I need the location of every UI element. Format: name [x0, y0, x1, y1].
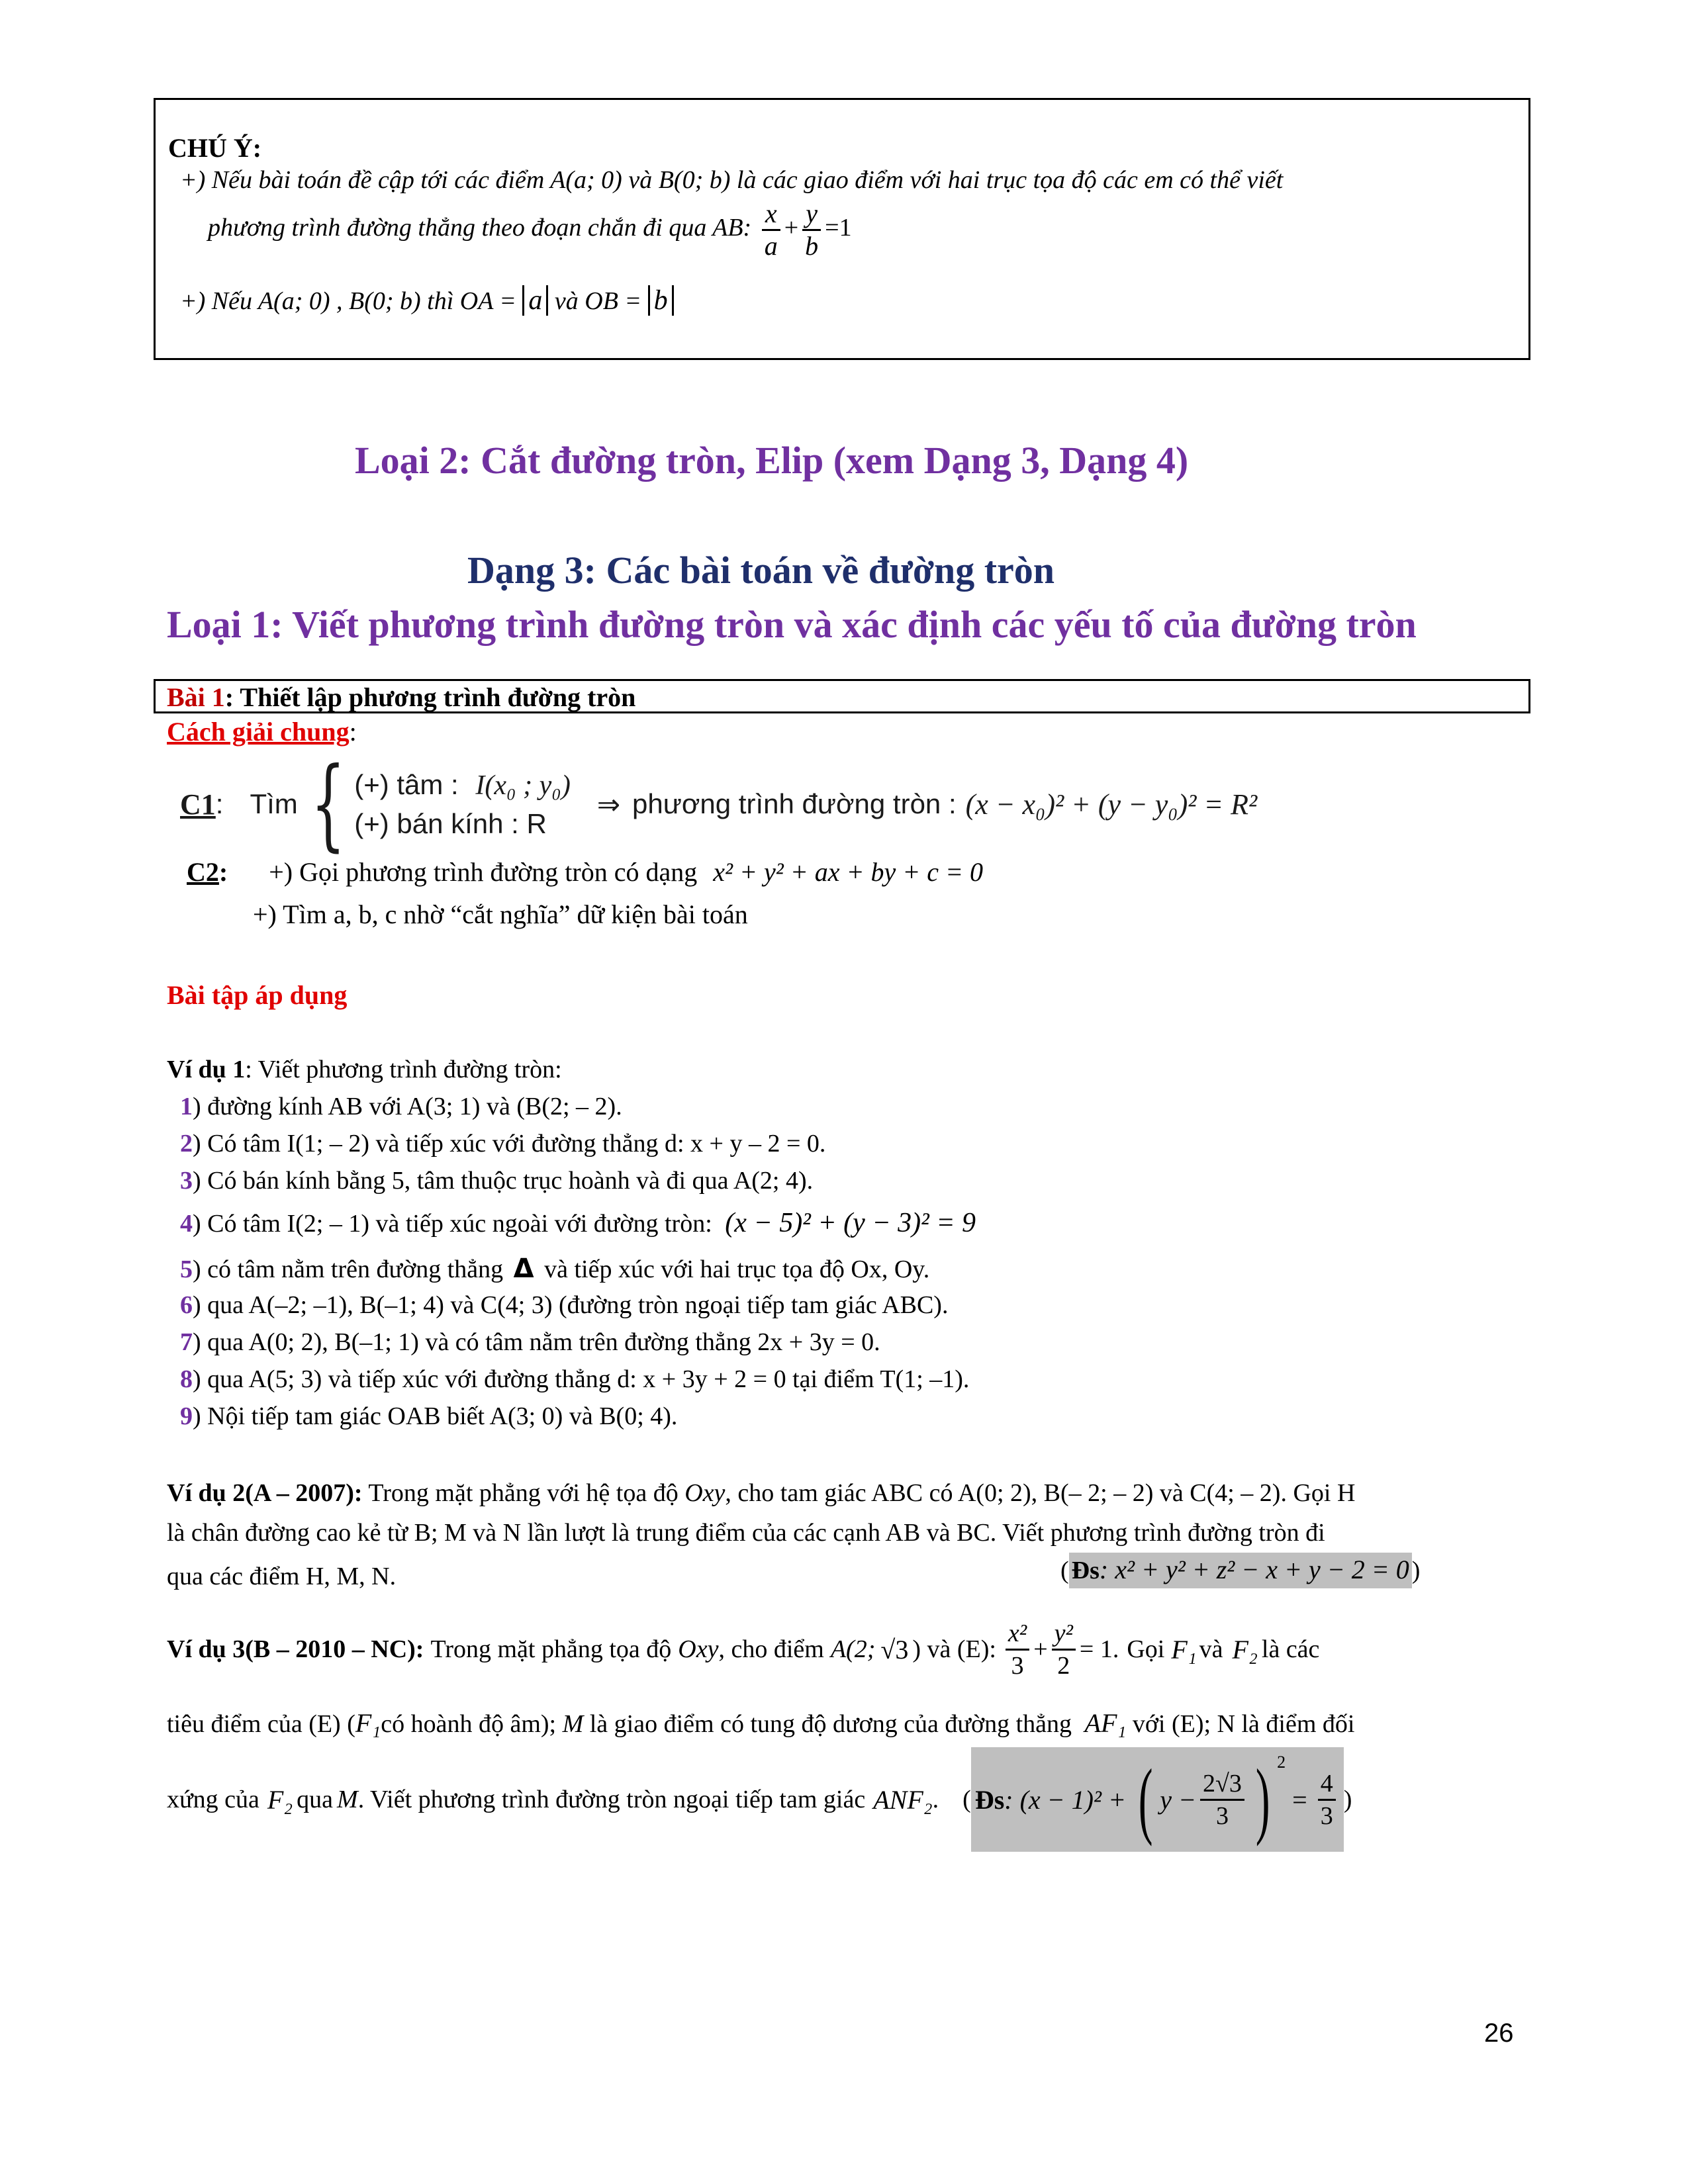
vd2-line-3: qua các điểm H, M, N. — [167, 1563, 397, 1590]
note-line-1: +) Nếu bài toán đề cập tới các điểm A(a; 0) và B(0; b) là các giao điểm với hai trục tọa độ các em có thể viết — [180, 166, 1284, 194]
intercept-fraction-y — [802, 199, 821, 261]
abs-a: a — [522, 285, 548, 316]
item-text: ) có tâm nằm trên đường thẳng — [193, 1255, 504, 1283]
vd2-oxy: Oxy — [684, 1479, 726, 1507]
abs-b: b — [648, 285, 674, 316]
vd1-item-6 — [180, 1291, 948, 1320]
delta-symbol: Δ — [513, 1253, 534, 1284]
c2-row — [187, 856, 983, 887]
c1-bk: (+) bán kính : R — [354, 807, 547, 839]
item-text: ) qua A(–2; –1), B(–1; 4) và C(4; 3) (đường tròn ngoại tiếp tam giác ABC). — [193, 1291, 949, 1319]
vd1-item-2 — [180, 1129, 825, 1158]
item-text: ) qua A(5; 3) và tiếp xúc với đường thẳng d: x + 3y + 2 = 0 tại điểm T(1; –1). — [193, 1365, 970, 1393]
vd3-l2-f1: F₁ — [355, 1708, 381, 1738]
vd3-l3-anf2: ANF₂ — [873, 1784, 933, 1815]
ellipse-num-y: y² — [1052, 1618, 1076, 1651]
bai1-title — [167, 682, 635, 713]
ellipse-den-2: 2 — [1057, 1651, 1070, 1680]
vd3-l3-a: xứng của — [167, 1786, 259, 1813]
item-number: 8 — [180, 1365, 193, 1393]
vd1-item-5 — [180, 1253, 929, 1284]
vd2-text-b: , cho tam giác ABC có A(0; 2), B(– 2; – 2) và C(4; – 2). Gọi H — [725, 1479, 1356, 1507]
note-title: CHÚ Ý: — [168, 133, 262, 163]
ellipse-num-x: x² — [1006, 1618, 1029, 1651]
vd3-ans-frac-den: 3 — [1215, 1801, 1229, 1830]
vd3-text-e: là các — [1261, 1635, 1320, 1663]
item-text: ) Có tâm I(1; – 2) và tiếp xúc với đường thẳng d: x + y – 2 = 0. — [193, 1130, 826, 1158]
c1-row — [180, 747, 1258, 862]
c1-tim: Tìm — [250, 788, 298, 819]
ellipse-frac-x — [1006, 1618, 1029, 1681]
vd3-l2-a: tiêu điểm của (E) ( — [167, 1710, 355, 1738]
sqrt3: √3 — [880, 1634, 909, 1664]
vd3-l3-d: . — [932, 1786, 939, 1813]
vd3-l2-c: là giao điểm có tung độ dương của đường thẳng — [589, 1710, 1072, 1738]
item-number: 4 — [180, 1210, 193, 1238]
vd3-line-3 — [167, 1752, 1352, 1847]
item-number: 7 — [180, 1328, 193, 1356]
vd2-answer — [1060, 1554, 1420, 1585]
vd3-text-d: Gọi — [1127, 1635, 1165, 1663]
item-tail: và tiếp xúc với hai trục tọa độ Ox, Oy. — [544, 1255, 930, 1283]
item-number: 6 — [180, 1291, 193, 1319]
vd2-label: Ví dụ 2(A – 2007): — [167, 1479, 363, 1507]
vd3-ans-frac-num: 2√3 — [1200, 1768, 1244, 1801]
c1-cases — [354, 766, 571, 843]
vd1-item-3 — [180, 1166, 813, 1195]
item-number: 5 — [180, 1255, 193, 1283]
item-number: 9 — [180, 1402, 193, 1430]
vd3-l3-c: . Viết phương trình đường tròn ngoại tiếp tam giác — [357, 1786, 866, 1813]
vd1-text: : Viết phương trình đường tròn: — [245, 1056, 562, 1083]
vd2-text-a: Trong mặt phẳng với hệ tọa độ — [368, 1479, 679, 1507]
vd3-text-a: Trong mặt phẳng tọa độ — [430, 1635, 672, 1663]
vd2-line-2: là chân đường cao kẻ từ B; M và N lần lượt là trung điểm của các cạnh AB và BC. Viết phương trình đường tròn đi — [167, 1519, 1325, 1547]
plus-sign: + — [784, 214, 799, 242]
frac-num-x: x — [762, 199, 780, 231]
vd1-item-1 — [180, 1092, 622, 1121]
page-number: 26 — [1484, 2019, 1514, 2048]
item-text: ) Có bán kính bằng 5, tâm thuộc trục hoành và đi qua A(2; 4). — [193, 1167, 814, 1195]
vd3-ans-rhs — [1318, 1768, 1336, 1831]
vd3-oxy: Oxy — [678, 1635, 719, 1663]
vd3-l2-d: với (E); N là điểm đối — [1132, 1710, 1355, 1738]
intercept-fraction-x — [762, 199, 780, 261]
vd3-ans-open: ( — [962, 1786, 971, 1813]
vd3-l3-b: qua — [297, 1786, 334, 1813]
answer-close: ) — [1411, 1557, 1421, 1584]
vd3-ans-frac — [1200, 1768, 1244, 1831]
item-formula: (x − 5)² + (y − 3)² = 9 — [725, 1208, 976, 1238]
vd3-text-c: ) và (E): — [912, 1635, 996, 1663]
heading-dang-3: Dạng 3: Các bài toán về đường tròn — [467, 549, 1055, 592]
vd2-line-1 — [167, 1479, 1355, 1508]
item-text: ) Có tâm I(2; – 1) và tiếp xúc ngoài với đường tròn: — [193, 1210, 712, 1238]
vd1-heading — [167, 1055, 562, 1084]
vd3-f2: F₂ — [1232, 1634, 1258, 1664]
answer-open: ( — [1060, 1557, 1069, 1584]
frac-den-b: b — [805, 231, 819, 261]
vd3-ans-close: ) — [1343, 1786, 1352, 1813]
vd1-item-9 — [180, 1402, 677, 1431]
equals-one: =1 — [825, 214, 852, 242]
c2-line2: +) Tìm a, b, c nhờ “cắt nghĩa” dữ kiện bài toán — [253, 899, 748, 929]
bai1-text: Thiết lập phương trình đường tròn — [240, 682, 636, 712]
note-line-2-text: phương trình đường thẳng theo đoạn chắn đi qua AB: — [208, 214, 752, 242]
c1-formula: (x − x₀)² + (y − y₀)² = R² — [965, 788, 1258, 821]
vd1-item-4 — [180, 1207, 976, 1239]
implies-icon: ⇒ — [596, 788, 621, 821]
vd3-l2-b: có hoành độ âm); — [381, 1710, 557, 1738]
c1-tam-value: I(x₀ ; y₀) — [475, 770, 571, 801]
answer-label: Đs — [1071, 1557, 1100, 1584]
item-text: ) đường kính AB với A(3; 1) và (B(2; – 2). — [193, 1093, 622, 1120]
vd3-ans-part1: : (x − 1)² + — [1004, 1784, 1126, 1815]
bai1-colon: : — [224, 682, 240, 712]
frac-den-a: a — [764, 231, 778, 261]
note-line-3 — [180, 285, 674, 316]
c1-tam-label: (+) tâm : — [354, 768, 459, 800]
c2-formula: x² + y² + ax + by + c = 0 — [713, 857, 983, 887]
vd3-ans-rhs-num: 4 — [1318, 1768, 1336, 1801]
left-brace-icon: { — [310, 747, 346, 862]
vd3-ans-rhs-den: 3 — [1320, 1801, 1333, 1830]
c1-colon: : — [215, 788, 224, 819]
vd3-line-2 — [167, 1707, 1354, 1739]
vd3-ans-sq: 2 — [1277, 1752, 1286, 1772]
answer-formula: : x² + y² + z² − x + y − 2 = 0 — [1099, 1555, 1409, 1584]
vd1-label: Ví dụ 1 — [167, 1056, 246, 1083]
c1-case-tam — [354, 766, 571, 805]
vd1-item-7 — [180, 1328, 880, 1357]
ellipse-den-3: 3 — [1011, 1651, 1024, 1680]
vd1-item-8 — [180, 1365, 969, 1394]
c2-line1: +) Gọi phương trình đường tròn có dạng — [269, 857, 698, 887]
vd3-ans-eq: = — [1292, 1784, 1307, 1815]
vd3-ans-label: Đs — [974, 1784, 1005, 1815]
item-number: 3 — [180, 1167, 193, 1195]
vd3-l2-m: M — [562, 1710, 584, 1738]
method-label: Cách giải chung — [167, 717, 350, 747]
item-text: ) qua A(0; 2), B(–1; 1) và có tâm nằm trên đường thẳng 2x + 3y = 0. — [193, 1328, 880, 1356]
ellipse-plus: + — [1033, 1635, 1048, 1663]
vd3-f1: F₁ — [1171, 1634, 1197, 1664]
big-paren-right-icon: ) — [1255, 1752, 1270, 1847]
c2-colon: : — [218, 857, 228, 887]
vd3-point-a: A(2; — [830, 1635, 876, 1663]
item-text: ) Nội tiếp tam giác OAB biết A(3; 0) và B(0; 4). — [193, 1402, 678, 1430]
method-heading — [167, 716, 357, 747]
vd3-label: Ví dụ 3(B – 2010 – NC): — [167, 1635, 424, 1663]
note-line-2 — [208, 199, 852, 261]
vd3-va: và — [1199, 1635, 1223, 1663]
c1-text: phương trình đường tròn : — [632, 788, 957, 819]
exercises-heading: Bài tập áp dụng — [167, 980, 348, 1010]
ellipse-rhs: = 1. — [1079, 1635, 1119, 1663]
item-number: 2 — [180, 1130, 193, 1158]
note-line-3-mid: và OB = — [554, 287, 642, 315]
vd3-l3-f2: F₂ — [267, 1784, 293, 1815]
ellipse-frac-y — [1052, 1618, 1076, 1681]
frac-num-y: y — [802, 199, 821, 231]
big-paren-left-icon: ( — [1138, 1752, 1153, 1847]
item-number: 1 — [180, 1093, 193, 1120]
c2-label: C2 — [187, 857, 219, 887]
c1-label: C1 — [180, 788, 216, 821]
note-line-3-text: +) Nếu A(a; 0) , B(0; b) thì OA = — [180, 287, 516, 315]
method-colon: : — [349, 717, 357, 747]
vd3-l3-m: M — [337, 1786, 358, 1813]
bai1-label: Bài 1 — [167, 682, 225, 712]
vd3-line-1 — [167, 1610, 1319, 1689]
vd3-l2-af1: AF₁ — [1084, 1708, 1127, 1738]
vd3-text-b: , cho điểm — [718, 1635, 824, 1663]
vd3-answer-box — [971, 1747, 1344, 1852]
heading-loai-1: Loại 1: Viết phương trình đường tròn và xác định các yếu tố của đường tròn — [167, 603, 1417, 646]
heading-loai-2: Loại 2: Cắt đường tròn, Elip (xem Dạng 3, Dạng 4) — [355, 439, 1189, 482]
vd3-ans-y: y − — [1160, 1784, 1197, 1815]
answer-box — [1069, 1553, 1412, 1588]
